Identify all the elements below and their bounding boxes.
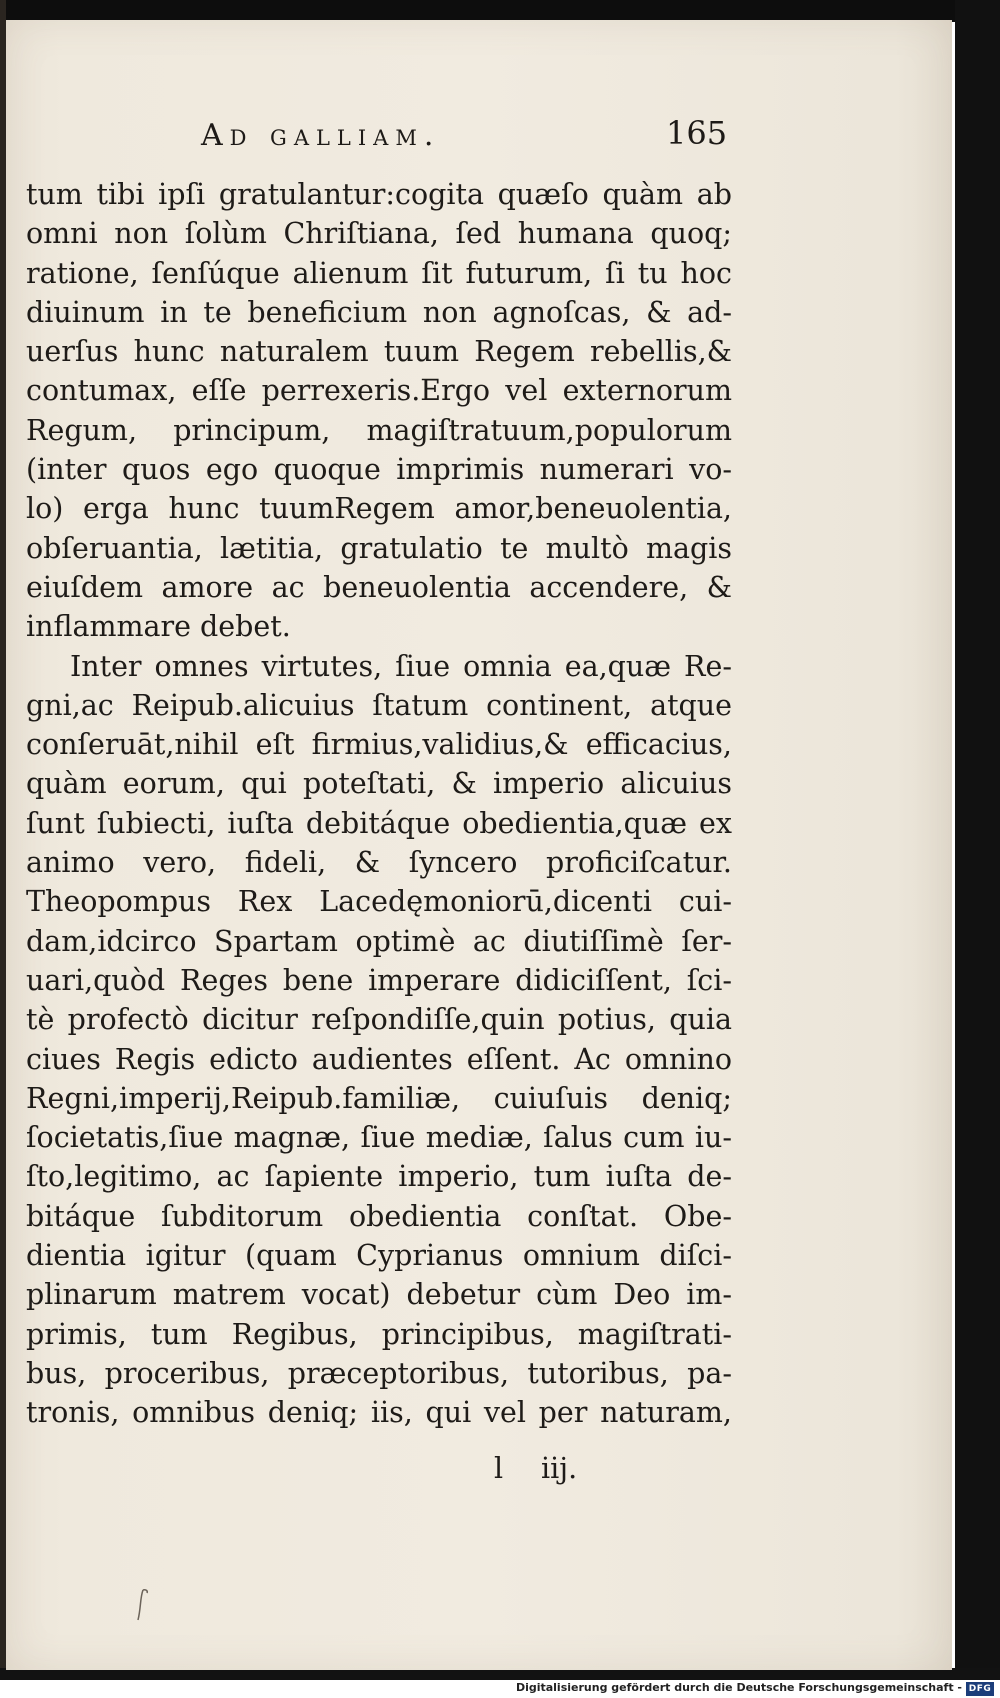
text-line: ſunt ſubiecti, iuſta debitáque obedientia,quæ ex: [26, 806, 732, 840]
text-line: uerſus hunc naturalem tuum Regem rebellis,&: [26, 335, 732, 369]
text-line: plinarum matrem vocat) debetur cùm Deo im-: [26, 1278, 732, 1312]
text-line: tum tibi ipſi gratulantur:cogita quæſo quàm ab: [26, 178, 732, 211]
text-line: tè profectò dicitur reſpondiſſe,quin potius, quia: [26, 1003, 732, 1037]
text-line: uari,quòd Reges bene imperare didiciſſent, ſci-: [26, 963, 732, 997]
signature-letter: l: [494, 1452, 504, 1485]
page-number: 165: [666, 114, 728, 152]
text-line: dientia igitur (quam Cyprianus omnium diſci-: [26, 1239, 732, 1273]
signature-number: iij.: [541, 1452, 578, 1485]
text-line: primis, tum Regibus, principibus, magiſtrati-: [26, 1317, 732, 1351]
text-line: (inter quos ego quoque imprimis numerari vo-: [26, 453, 732, 487]
text-line: conſeruāt,nihil eſt firmius,validius,& efficacius,: [26, 728, 732, 762]
text-line: dam,idcirco Spartam optimè ac diutiſſimè ſer-: [26, 924, 732, 958]
text-line: gni,ac Reipub.alicuius ſtatum continent, atque: [26, 688, 732, 722]
text-line: Regum, principum, magiſtratuum,populorum: [26, 413, 732, 447]
text-line: diuinum in te beneficium non agnoſcas, & ad-: [26, 295, 732, 329]
text-line: quàm eorum, qui poteſtati, & imperio alicuius: [26, 767, 732, 801]
scanner-top-edge: [0, 0, 1000, 22]
dfg-logo: DFG: [966, 1682, 994, 1696]
text-line: Inter omnes virtutes, ſiue omnia ea,quæ Re-: [70, 649, 732, 683]
text-line: Regni,imperij,Reipub.familiæ, cuiuſuis deniq;: [26, 1081, 732, 1115]
text-line: ratione, ſenſúque alienum ſit futurum, ſi tu hoc: [26, 256, 732, 290]
text-line: tronis, omnibus deniq; iis, qui vel per naturam,: [26, 1396, 732, 1430]
text-line: bus, proceribus, præceptoribus, tutoribus, pa-: [26, 1356, 732, 1390]
signature-mark: [6, 1452, 952, 1492]
digitization-footer: [0, 1680, 1000, 1698]
book-page: [6, 20, 952, 1670]
text-line: animo vero, fideli, & ſyncero proficiſcatur.: [26, 846, 732, 880]
stray-ink-mark: [134, 1588, 150, 1622]
text-line: bitáque ſubditorum obedientia conſtat. Obe-: [26, 1199, 732, 1233]
text-line: inflammare debet.: [26, 610, 291, 644]
text-line: Theopompus Rex Lacedęmoniorū,dicenti cui-: [26, 885, 732, 919]
scanner-right-edge: [955, 0, 1000, 1680]
text-line: omni non ſolùm Chriſtiana, ſed humana quoq;: [26, 217, 732, 251]
text-line: lo) erga hunc tuumRegem amor,beneuolentia,: [26, 492, 732, 526]
footer-credit: Digitalisierung gefördert durch die Deutsche Forschungsgemeinschaft -: [515, 1681, 962, 1694]
text-line: ſto,legitimo, ac ſapiente imperio, tum iuſta de-: [26, 1160, 732, 1194]
text-line: ciues Regis edicto audientes eſſent. Ac omnino: [26, 1042, 732, 1076]
body-text: [26, 175, 732, 1433]
running-head-title: Ad galliam.: [201, 118, 441, 153]
text-line: obſeruantia, lætitia, gratulatio te multò magis: [26, 531, 732, 565]
text-line: contumax, eſſe perrexeris.Ergo vel externorum: [26, 374, 732, 408]
text-line: ſocietatis,ſiue magnæ, ſiue mediæ, ſalus cum iu-: [26, 1121, 732, 1155]
running-head: [6, 108, 952, 164]
text-line: eiuſdem amore ac beneuolentia accendere, &: [26, 570, 732, 604]
